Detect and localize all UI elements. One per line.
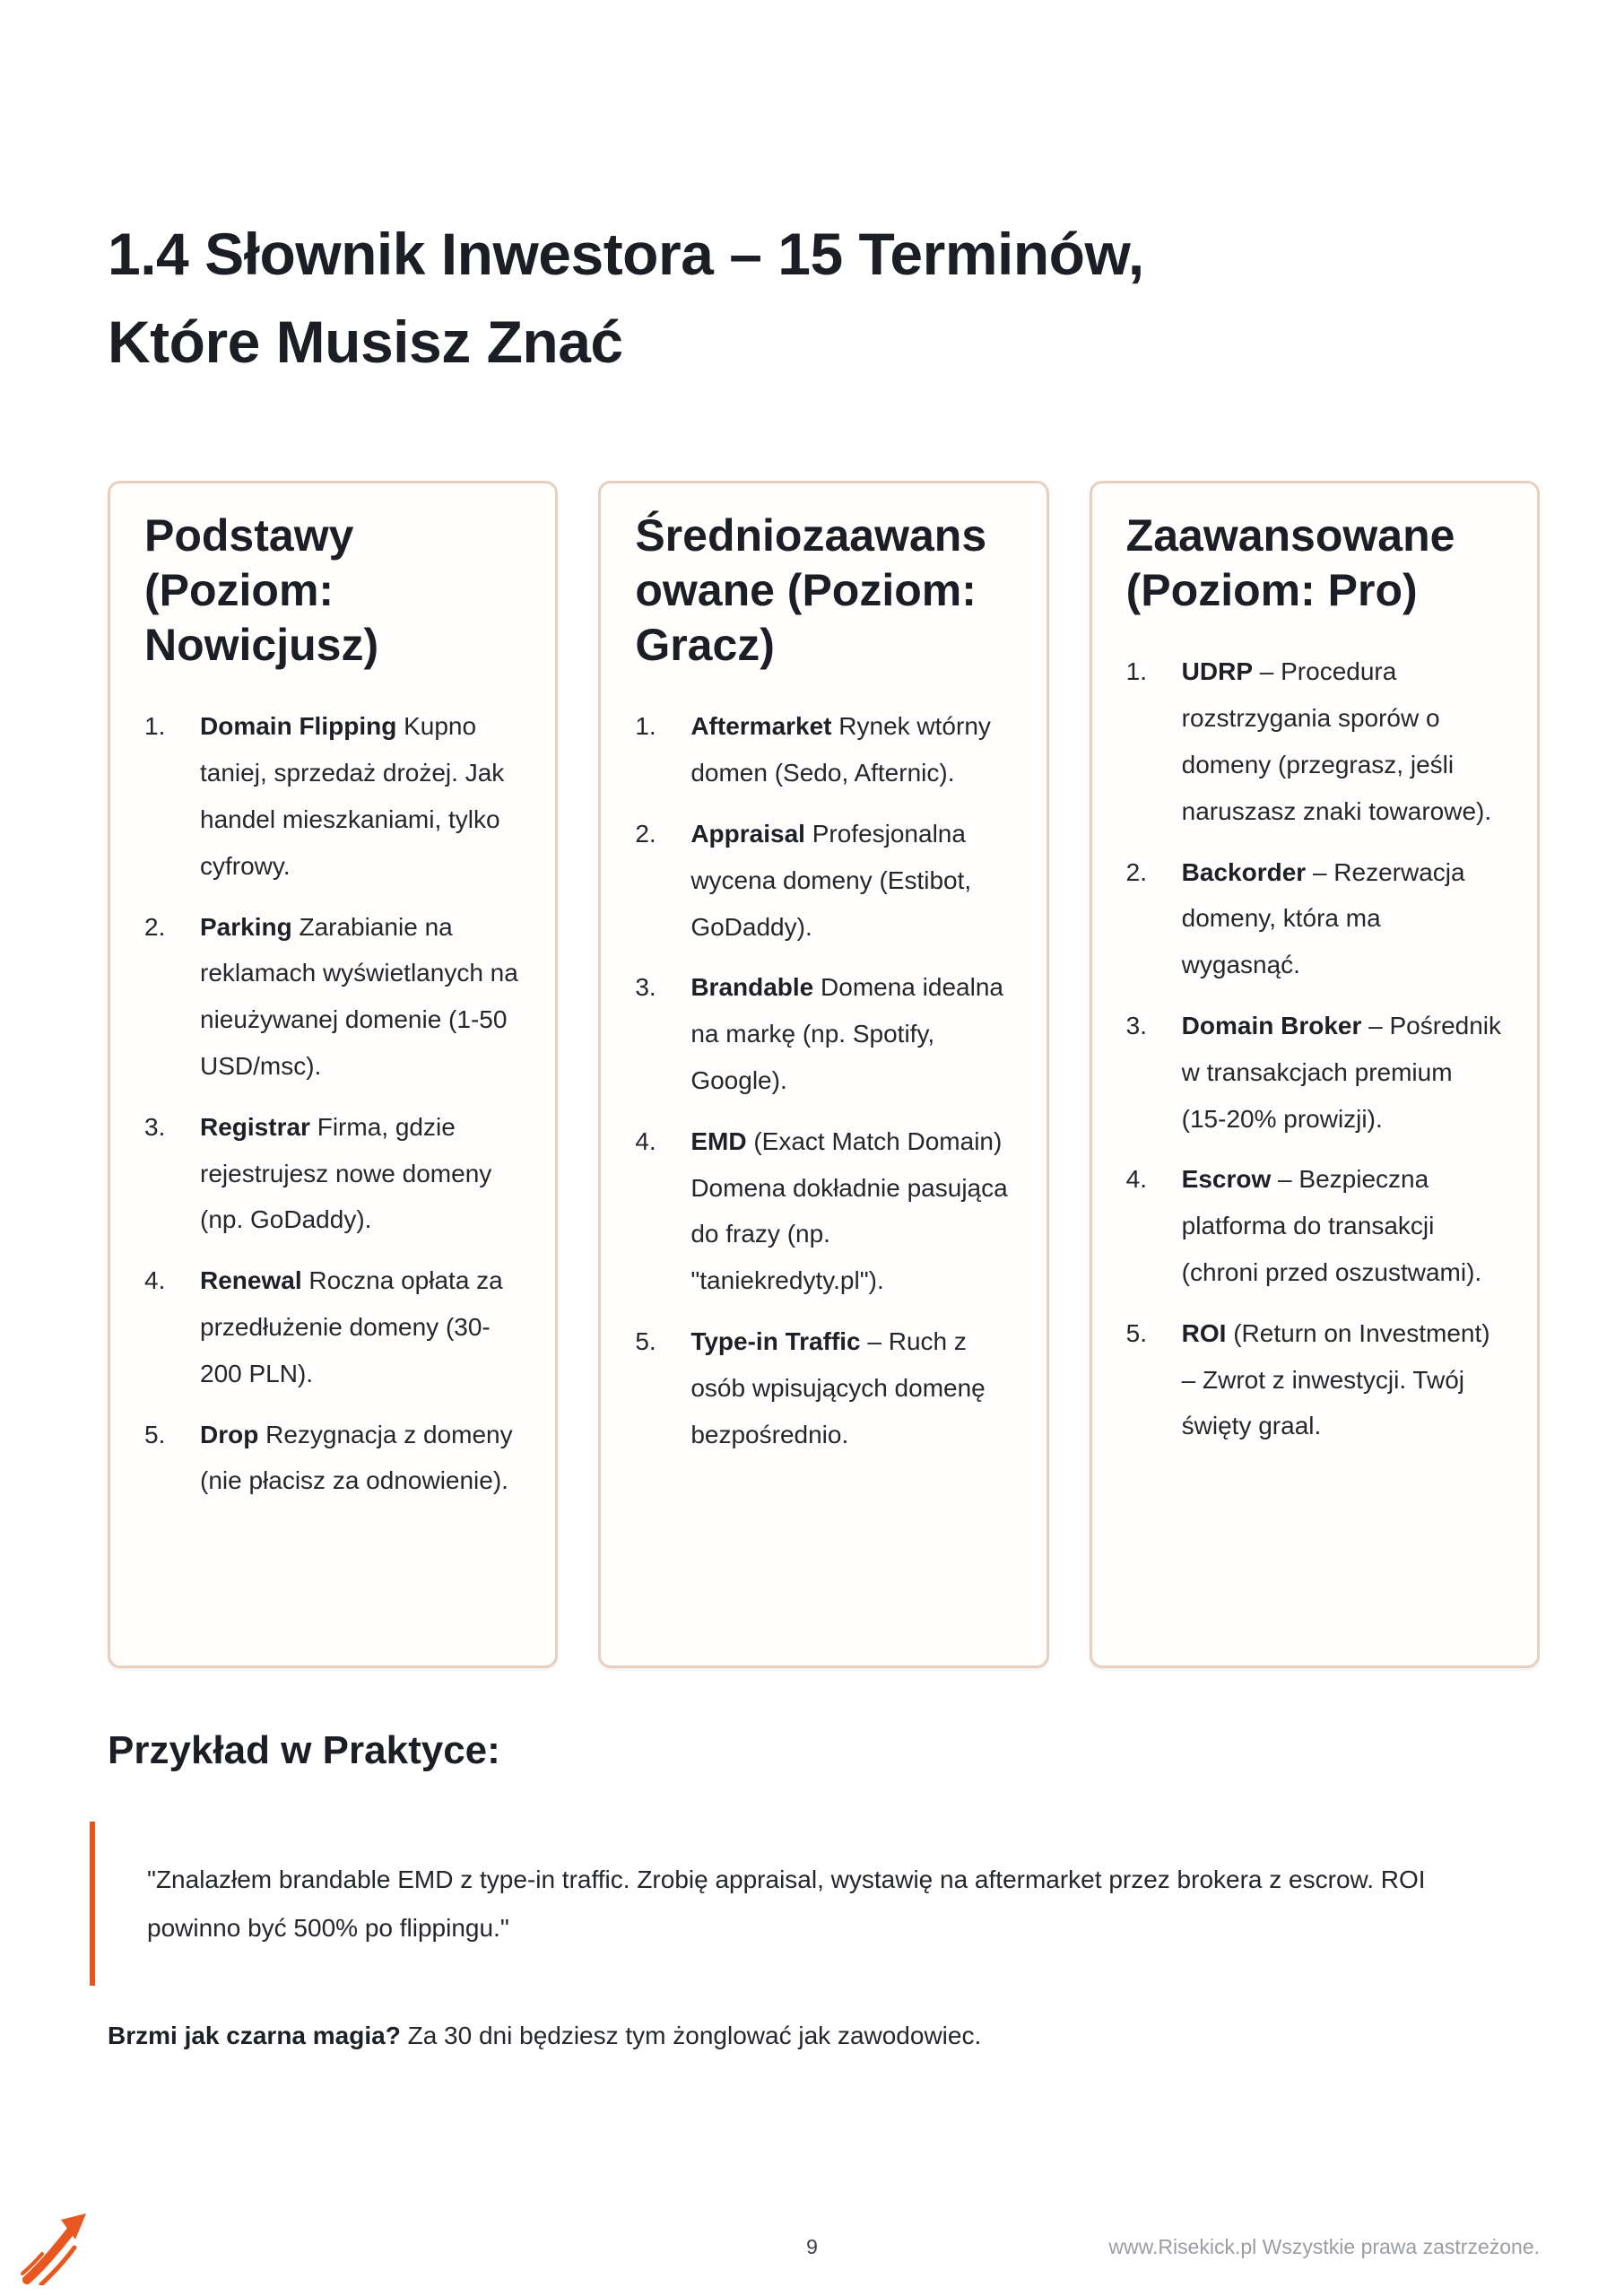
page-title-line-2: Które Musisz Znać: [108, 308, 623, 375]
list-item: [1126, 849, 1503, 988]
list-item: [144, 1412, 521, 1505]
card-basics: [108, 481, 558, 1668]
item-desc: – Procedura rozstrzygania sporów o domeny (przegrasz, jeśli naruszasz znaki towarowe).: [1181, 657, 1492, 825]
item-text: [690, 964, 1012, 1103]
card-advanced: [1090, 481, 1540, 1668]
item-desc: Zarabianie na reklamach wyświetlanych na nieużywanej domenie (1-50 USD/msc).: [200, 912, 518, 1080]
rise-arrow-icon: [20, 2208, 90, 2285]
item-desc: Rezygnacja z domeny (nie płacisz za odnowienie).: [200, 1420, 513, 1495]
item-number: 4.: [144, 1266, 166, 1295]
item-desc: (Return on Investment) – Zwrot z inwestycji. Twój święty graal.: [1181, 1318, 1490, 1440]
item-number: 3.: [1125, 1011, 1148, 1039]
item-desc: (Exact Match Domain) Domena dokładnie pasująca do frazy (np. "taniekredyty.pl").: [690, 1126, 1008, 1295]
page-title: [108, 0, 1540, 386]
list-item: [635, 964, 1012, 1103]
list-item: [1126, 648, 1503, 834]
item-text: [200, 904, 521, 1090]
example-section-heading: Przykład w Praktyce:: [108, 1728, 500, 1773]
list-item: [144, 904, 521, 1090]
item-text: [1182, 849, 1503, 988]
card-heading: Średniozaawansowane (Poziom: Gracz): [635, 510, 987, 671]
item-term: Registrar: [200, 1112, 310, 1141]
list-item: [635, 1118, 1012, 1304]
card-heading: Zaawansowane (Poziom: Pro): [1125, 510, 1455, 616]
item-term: ROI: [1181, 1318, 1227, 1347]
item-term: Aftermarket: [690, 712, 832, 741]
item-desc: Roczna opłata za przedłużenie domeny (30-200 PLN).: [200, 1266, 503, 1387]
item-desc: – Ruch z osób wpisujących domenę bezpośrednio.: [690, 1326, 986, 1448]
item-number: 1.: [635, 712, 656, 741]
list-item: [635, 1318, 1012, 1457]
item-term: Domain Flipping: [200, 712, 397, 741]
item-desc: – Rezerwacja domeny, która ma wygasnąć.: [1181, 857, 1465, 979]
list-item: [144, 1257, 521, 1396]
item-term: Domain Broker: [1181, 1011, 1362, 1039]
item-desc: Rynek wtórny domen (Sedo, Afternic).: [690, 712, 991, 787]
item-term: Parking: [200, 912, 292, 941]
item-number: 2.: [144, 912, 166, 941]
item-text: [690, 703, 1012, 796]
page-number: 9: [806, 2235, 818, 2258]
item-number: 1.: [1125, 657, 1148, 686]
list-item: [144, 1104, 521, 1243]
item-desc: Profesjonalna wycena domeny (Estibot, GoDaddy).: [690, 819, 972, 941]
item-term: Drop: [200, 1420, 259, 1448]
item-term: Type-in Traffic: [690, 1326, 861, 1355]
glossary-cards-row: [108, 481, 1540, 1668]
item-text: [690, 1318, 1012, 1457]
item-number: 5.: [635, 1326, 656, 1355]
item-text: [200, 703, 521, 889]
list-item: [635, 811, 1012, 950]
item-term: UDRP: [1181, 657, 1253, 686]
item-number: 5.: [144, 1420, 166, 1448]
card-intermediate: [598, 481, 1048, 1668]
item-text: [1182, 648, 1503, 834]
term-list: [1126, 648, 1503, 1449]
closing-question: Brzmi jak czarna magia?: [108, 2021, 401, 2049]
item-text: [1182, 1310, 1503, 1449]
item-text: [1182, 1003, 1503, 1142]
item-text: [690, 811, 1012, 950]
item-term: EMD: [690, 1126, 747, 1155]
item-number: 2.: [1125, 857, 1148, 886]
item-number: 4.: [635, 1126, 656, 1155]
item-desc: Domena idealna na markę (np. Spotify, Google).: [690, 973, 1003, 1094]
example-quote: "Znalazłem brandable EMD z type-in traffic. Zrobię appraisal, wystawię na aftermarket przez brokera z escrow. ROI powinno być 500% po flippingu.": [90, 1822, 1540, 1985]
item-number: 4.: [1125, 1165, 1148, 1194]
item-text: [1182, 1156, 1503, 1295]
item-number: 2.: [635, 819, 656, 848]
list-item: [144, 703, 521, 889]
item-desc: Firma, gdzie rejestrujesz nowe domeny (np. GoDaddy).: [200, 1112, 492, 1234]
item-term: Brandable: [690, 973, 814, 1002]
copyright-text: www.Risekick.pl Wszystkie prawa zastrzeżone.: [1108, 2235, 1540, 2258]
item-text: [200, 1104, 521, 1243]
item-text: [200, 1412, 521, 1505]
item-text: [200, 1257, 521, 1396]
list-item: [1126, 1156, 1503, 1295]
item-term: Backorder: [1181, 857, 1307, 886]
term-list: [635, 703, 1012, 1457]
term-list: [144, 703, 521, 1504]
page-title-line-1: 1.4 Słownik Inwestora – 15 Terminów,: [108, 221, 1144, 287]
item-term: Appraisal: [690, 819, 805, 848]
card-heading: Podstawy (Poziom: Nowicjusz): [144, 510, 379, 671]
item-desc: Kupno taniej, sprzedaż drożej. Jak handel mieszkaniami, tylko cyfrowy.: [200, 712, 505, 880]
list-item: [1126, 1310, 1503, 1449]
list-item: [635, 703, 1012, 796]
item-desc: – Pośrednik w transakcjach premium (15-20% prowizji).: [1181, 1011, 1502, 1133]
item-number: 3.: [635, 973, 656, 1002]
item-number: 5.: [1125, 1318, 1148, 1347]
item-number: 3.: [144, 1112, 166, 1141]
item-number: 1.: [144, 712, 166, 741]
list-item: [1126, 1003, 1503, 1142]
item-desc: – Bezpieczna platforma do transakcji (chroni przed oszustwami).: [1181, 1165, 1482, 1286]
page-footer: [0, 2235, 1624, 2264]
item-text: [690, 1118, 1012, 1304]
closing-text: [108, 2016, 1540, 2057]
item-term: Renewal: [200, 1266, 302, 1295]
closing-rest: Za 30 dni będziesz tym żonglować jak zawodowiec.: [407, 2021, 982, 2049]
item-term: Escrow: [1181, 1165, 1272, 1194]
